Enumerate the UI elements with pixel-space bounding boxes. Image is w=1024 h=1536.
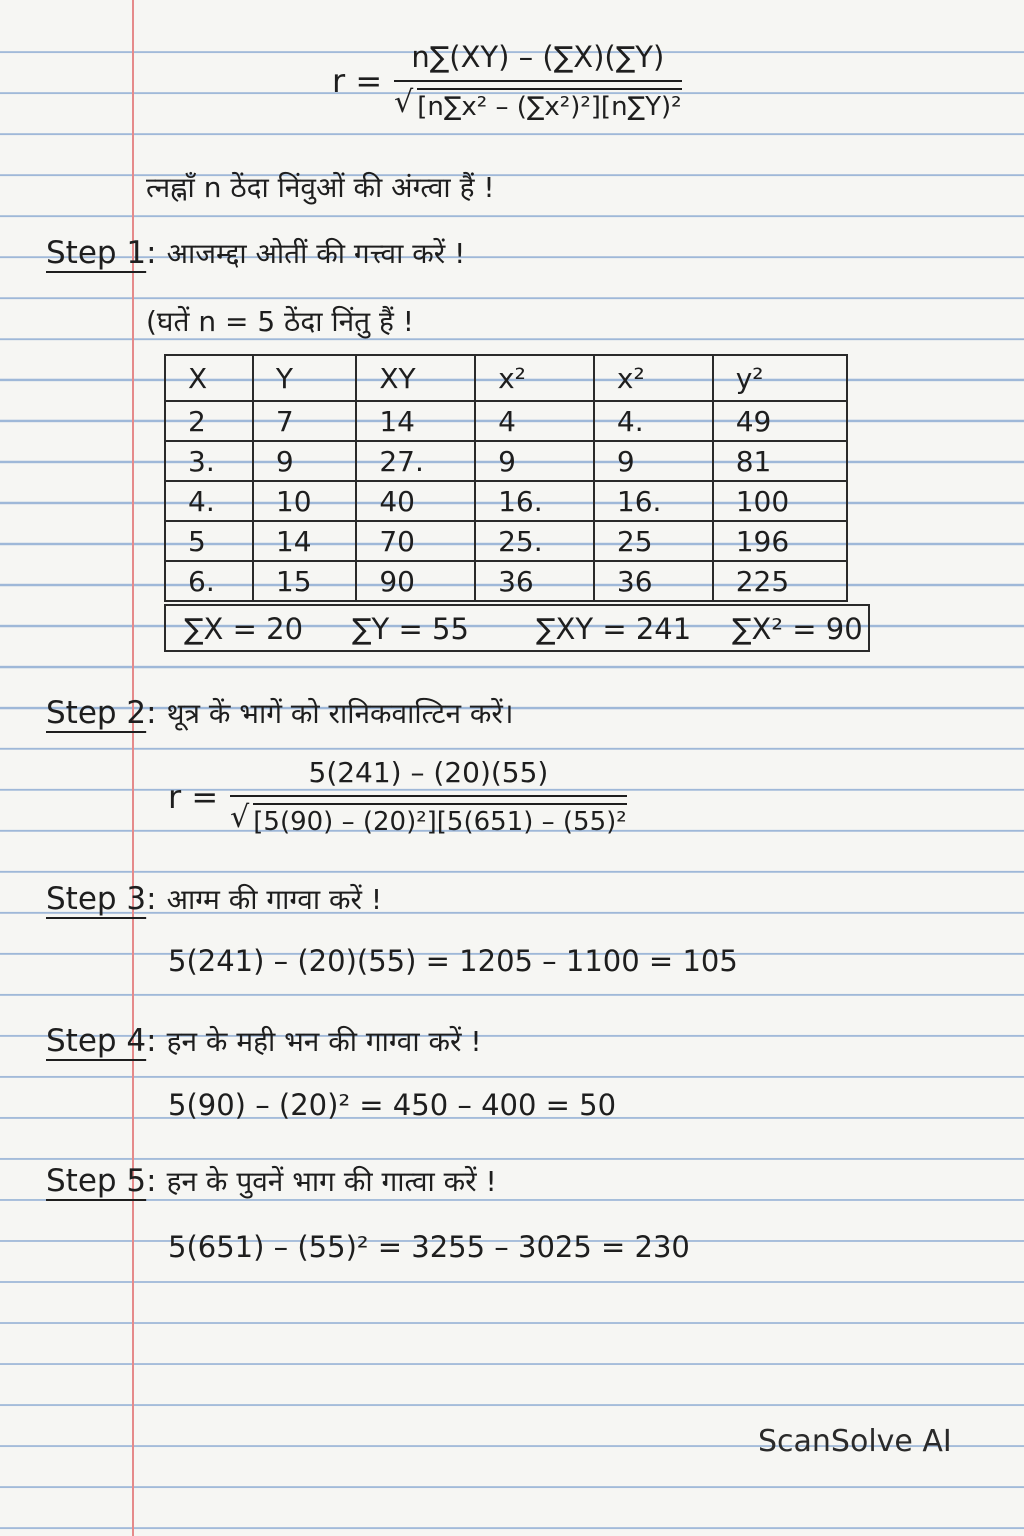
table-header-row — [165, 355, 847, 401]
table-cell: 4. — [594, 401, 713, 441]
step-5-heading — [46, 1162, 497, 1200]
table-sums-row — [164, 604, 870, 652]
radical-sign: √ — [230, 800, 250, 835]
table-row — [165, 481, 847, 521]
step-text: हन के पुवनें भाग की गात्वा करें ! — [166, 1165, 497, 1198]
table-cell: 15 — [253, 561, 356, 601]
step-label: Step 5 — [46, 1163, 147, 1199]
step-label: Step 2 — [46, 695, 147, 731]
table-cell: 36 — [475, 561, 594, 601]
table-cell: 2 — [165, 401, 253, 441]
header-y: Y — [253, 355, 356, 401]
margin-line — [132, 0, 134, 1536]
table-cell: 40 — [356, 481, 475, 521]
table-cell: 81 — [713, 441, 847, 481]
table-cell: 9 — [475, 441, 594, 481]
table-cell: 90 — [356, 561, 475, 601]
step-1-subtext: (घतें n = 5 ठेंदा निंतु हैं ! — [146, 305, 414, 338]
header-x-squared-2: x² — [594, 355, 713, 401]
formula-denominator: [n∑x² – (∑x²)²][n∑Y)² — [417, 88, 681, 122]
table-cell: 9 — [594, 441, 713, 481]
table-cell: 36 — [594, 561, 713, 601]
step-4-heading — [46, 1022, 482, 1060]
sum-x-squared: ∑X² = 90 — [732, 612, 863, 646]
step-colon: : — [146, 695, 157, 731]
formula-numerator: 5(241) – (20)(55) — [308, 756, 549, 789]
formula-denominator: [5(90) – (20)²][5(651) – (55)² — [253, 803, 626, 837]
step-colon: : — [146, 235, 157, 271]
table-cell: 225 — [713, 561, 847, 601]
intro-text: त्नह्नॉं n ठेंदा निंवुओं की अंग्त्वा हैं ! — [146, 171, 495, 204]
step-3-heading — [46, 880, 382, 918]
step-text: आग्म की गाग्वा करें ! — [166, 883, 383, 916]
step-colon: : — [146, 1023, 157, 1059]
table-cell: 25. — [475, 521, 594, 561]
table-cell: 3. — [165, 441, 253, 481]
table-row — [165, 521, 847, 561]
radical-sign: √ — [394, 85, 414, 120]
table-cell: 196 — [713, 521, 847, 561]
header-xy: XY — [356, 355, 475, 401]
table-row — [165, 401, 847, 441]
header-y-squared: y² — [713, 355, 847, 401]
data-table — [164, 354, 848, 602]
table-cell: 14 — [253, 521, 356, 561]
table-cell: 100 — [713, 481, 847, 521]
table-cell: 27. — [356, 441, 475, 481]
step-5-calculation: 5(651) – (55)² = 3255 – 3025 = 230 — [168, 1230, 690, 1264]
table-cell: 4. — [165, 481, 253, 521]
step-label: Step 1 — [46, 235, 147, 271]
substituted-formula — [168, 756, 627, 837]
step-colon: : — [146, 1163, 157, 1199]
table-cell: 4 — [475, 401, 594, 441]
table-cell: 70 — [356, 521, 475, 561]
sum-x: ∑X = 20 — [184, 612, 304, 646]
step-3-calculation: 5(241) – (20)(55) = 1205 – 1100 = 105 — [168, 944, 738, 978]
table-cell: 5 — [165, 521, 253, 561]
table-cell: 25 — [594, 521, 713, 561]
step-2-heading — [46, 694, 514, 732]
step-1-heading — [46, 234, 465, 272]
step-text: हन के मही भन की गाग्वा करें ! — [166, 1025, 482, 1058]
step-text: आजम्द्दा ओतीं की गत्त्वा करें ! — [166, 237, 466, 270]
table-cell: 7 — [253, 401, 356, 441]
sum-xy: ∑XY = 241 — [536, 612, 692, 646]
formula-lhs: r = — [332, 62, 383, 100]
formula-lhs: r = — [168, 777, 219, 816]
table-row — [165, 441, 847, 481]
header-x: X — [165, 355, 253, 401]
table-row — [165, 561, 847, 601]
header-x-squared: x² — [475, 355, 594, 401]
table-cell: 10 — [253, 481, 356, 521]
step-label: Step 3 — [46, 881, 147, 917]
pearson-formula — [332, 40, 682, 122]
formula-numerator: n∑(XY) – (∑X)(∑Y) — [411, 40, 665, 74]
table-cell: 16. — [594, 481, 713, 521]
scansolve-watermark: ScanSolve AI — [758, 1424, 952, 1459]
table-cell: 14 — [356, 401, 475, 441]
step-4-calculation: 5(90) – (20)² = 450 – 400 = 50 — [168, 1088, 617, 1122]
table-cell: 49 — [713, 401, 847, 441]
sum-y: ∑Y = 55 — [352, 612, 469, 646]
step-text: थूत्र कें भागें को रानिकवात्टिन करें। — [166, 697, 514, 730]
table-cell: 9 — [253, 441, 356, 481]
step-label: Step 4 — [46, 1023, 147, 1059]
step-colon: : — [146, 881, 157, 917]
table-cell: 16. — [475, 481, 594, 521]
table-cell: 6. — [165, 561, 253, 601]
